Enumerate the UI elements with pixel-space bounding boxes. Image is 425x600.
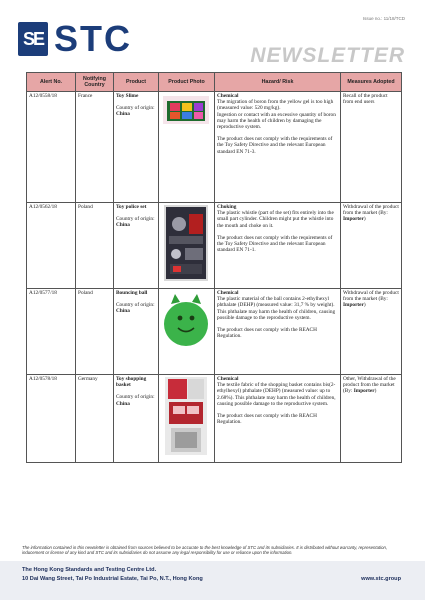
hazard-cell: [215, 203, 341, 289]
alert-no: A12/0578/18: [27, 375, 76, 463]
footer-address: 10 Dai Wang Street, Tai Po Industrial Estate, Tai Po, N.T., Hong Kong: [22, 576, 203, 582]
hazard-text: The textile fabric of the shopping basket contains bis(2-ethylhexyl) phthalate (DEHP) (measured value: up to 2.68%). This phthalate may harm the health of children, causing possible damage to the reproductive system.: [217, 382, 336, 407]
hazard-cell: [215, 289, 341, 375]
origin: China: [116, 400, 130, 407]
hazard-type: Choking: [217, 204, 237, 210]
alert-no: A12/0562/18: [27, 203, 76, 289]
product-name: Toy Slime: [116, 93, 139, 99]
newsletter-title: NEWSLETTER: [250, 44, 405, 67]
country: Germany: [76, 375, 114, 463]
alert-no: A12/0558/18: [27, 92, 76, 203]
hazard-text: The plastic material of the ball contains 2-ethylhexyl phthalate (DEHP) (measured value: 31,7 % by weight). This phthalate may harm the health of children, causing possible damage to the reproductive system.: [217, 296, 336, 321]
issue-number: Issue no.: 11/18/TCD: [362, 16, 405, 21]
measures-by: Importer: [343, 302, 364, 309]
product-name: Bouncing ball: [116, 290, 148, 296]
origin: China: [116, 222, 130, 229]
col-country: Notifying Country: [76, 73, 114, 92]
alerts-table: [26, 72, 402, 463]
footer-company: The Hong Kong Standards and Testing Centre Ltd.: [22, 567, 157, 573]
hazard-text: The plastic whistle (part of the set) fits entirely into the small part cylinder. Children might put the whistle into the mouth and choke on it.: [217, 210, 334, 229]
hazard-type: Chemical: [217, 376, 239, 382]
hazard-text-2: Ingestion or contact with an excessive quantity of boron may harm the health of children by damaging the reproductive system.: [217, 111, 336, 131]
table-row: [27, 203, 402, 289]
measures-text: Other, Withdrawal of the product from the market (By:: [343, 376, 396, 395]
compliance-text: The product does not comply with the REACH Regulation.: [217, 327, 317, 340]
origin: China: [116, 111, 130, 118]
stc-logo: [18, 18, 132, 59]
country: France: [76, 92, 114, 203]
measures-text: Recall of the product from end users: [343, 93, 388, 106]
footer-website[interactable]: www.stc.group: [361, 576, 401, 582]
measures-cell: [341, 92, 402, 203]
toy-shopping-basket-photo: [161, 376, 211, 456]
col-alert-no: Alert No.: [27, 73, 76, 92]
origin-label: Country of origin:: [116, 216, 155, 223]
measures-text: Withdrawal of the product from the market (By:: [343, 204, 399, 217]
product-name: Toy shopping basket: [116, 376, 147, 389]
bouncing-ball-photo: [161, 290, 211, 350]
product-photo-cell: [159, 203, 215, 289]
origin-label: Country of origin:: [116, 394, 155, 401]
toy-slime-photo: [161, 93, 211, 127]
measures-cell: [341, 375, 402, 463]
hazard-type: Chemical: [217, 290, 239, 296]
product-cell: [114, 92, 159, 203]
origin-label: Country of origin:: [116, 105, 155, 112]
col-measures: Measures Adopted: [341, 73, 402, 92]
compliance-text: The product does not comply with the requirements of the Toy Safety Directive and the relevant European standard EN 71-1.: [217, 234, 333, 254]
toy-police-set-photo: [161, 204, 211, 282]
compliance-text: The product does not comply with the REACH Regulation.: [217, 413, 317, 426]
country: Poland: [76, 203, 114, 289]
logo-mark: [18, 22, 48, 56]
col-photo: Product Photo: [159, 73, 215, 92]
product-photo-cell: [159, 375, 215, 463]
measures-cell: [341, 289, 402, 375]
measures-cell: [341, 203, 402, 289]
measures-end: ): [374, 388, 377, 395]
product-cell: [114, 375, 159, 463]
logo-text: STC: [54, 18, 132, 59]
country: Poland: [76, 289, 114, 375]
logo-mark-text: SE: [22, 28, 43, 49]
measures-end: ): [363, 302, 366, 309]
measures-by: Importer: [353, 388, 375, 395]
table-row: [27, 92, 402, 203]
hazard-text: The migration of boron from the yellow gel is too high (measured value: 520 mg/kg).: [217, 99, 334, 112]
measures-by: Importer: [343, 216, 364, 223]
measures-end: ): [363, 216, 366, 223]
hazard-type: Chemical: [217, 93, 239, 99]
table-header-row: [27, 73, 402, 92]
hazard-cell: [215, 375, 341, 463]
product-photo-cell: [159, 92, 215, 203]
col-product: Product: [114, 73, 159, 92]
table-row: [27, 289, 402, 375]
alert-no: A12/0577/18: [27, 289, 76, 375]
origin: China: [116, 308, 130, 315]
compliance-text: The product does not comply with the requirements of the Toy Safety Directive and the relevant European standard EN 71-3.: [217, 136, 333, 155]
col-hazard: Hazard/ Risk: [215, 73, 341, 92]
origin-label: Country of origin:: [116, 302, 155, 309]
disclaimer: The information contained in this newsletter is obtained from sources believed to be accurate to the best knowledge of STC and its subsidiaries. It is distributed without warranty, representation, inducement or license of any kind and STC and its subsidiaries do not assume any legal responsibility for use or reliance upon the information.: [22, 545, 388, 556]
product-cell: [114, 289, 159, 375]
hazard-cell: [215, 92, 341, 203]
product-photo-cell: [159, 289, 215, 375]
product-cell: [114, 203, 159, 289]
table-row: [27, 375, 402, 463]
product-name: Toy police set: [116, 204, 147, 210]
measures-text: Withdrawal of the product from the market (By:: [343, 290, 399, 303]
